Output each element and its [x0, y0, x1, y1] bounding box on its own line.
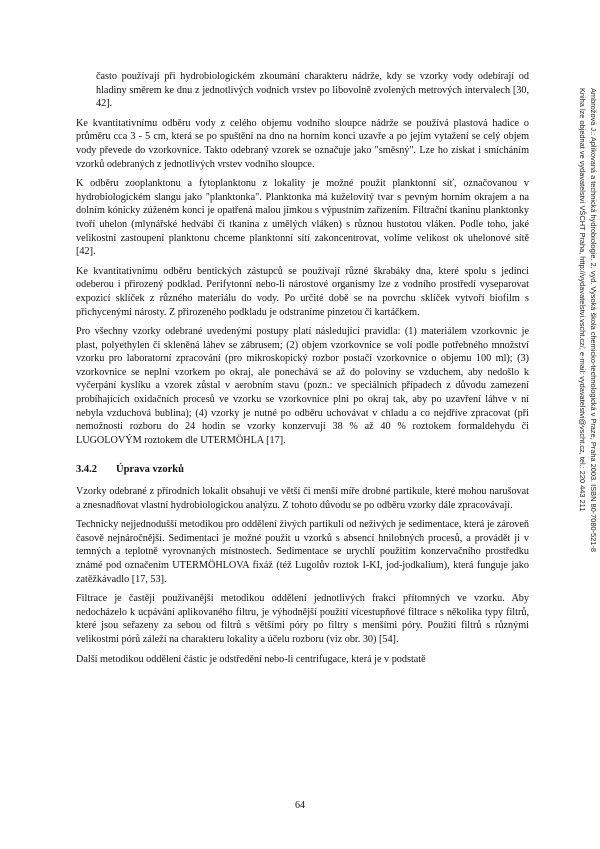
paragraph-4: Ke kvantitativnímu odběru bentických zástupců se používají různé škrabáky dna, které spolu s jedinci odeberou i přirozený podklad. Perifytonní nebo-li nárostové organismy lze z vodního prostředí vyseparovat expozicí sklíček z různého materiálu do vody. Po určité době se na povrchu sklíček vytvoří biofilm s přichycenými nárosty. Z přirozeného podkladu je odstraníme pinzetou či kartáčkem.: [76, 265, 529, 318]
paragraph-2: Ke kvantitativnímu odběru vody z celého objemu vodního sloupce nádrže se používá plastová hadice o průměru cca 3 - 5 cm, která se po spuštění na dno na horním konci uzavře a po jejím vytažení se celý objem vody převede do vzorkovnice. Takto odebraný vzorek se označuje jako "směsný". Lze ho získat i smícháním vzorků odebraných z jednotlivých vrstev vodního sloupce.: [76, 117, 529, 170]
section-number: 3.4.2: [76, 464, 97, 476]
paragraph-1: často používají při hydrobiologickém zkoumání charakteru nádrže, kdy se vzorky vody odebírají od hladiny směrem ke dnu z jednotlivých vodních vrstev po libovolně zvolených metrových intervalech [30, 42].: [96, 71, 529, 110]
paragraph-7: Technicky nejjednodušší metodikou pro oddělení živých partikulí od neživých je sedimentace, která je zároveň časově nejnáročnější. Sedimentaci je možné použít u vzorků s absencí hnilobných procesů, a provádět ji v temných a teplotně vyrovnaných místnostech. Sedimentace se urychlí použitím konzervačního prostředku známé pod označením UTERMÖHLOVA fixáž (též Lugolův roztok I-KI, jod-jodkalium), která funguje jako zatěžkávadlo [17, 53].: [76, 519, 529, 585]
main-text: [76, 70, 529, 672]
paragraph-6: Vzorky odebrané z přírodních lokalit obsahují ve větší či menší míře drobné partikule, které mohou narušovat a znesnadňovat vlastní hydrobiologickou analýzu. Z tohoto důvodu se po odběru vzorky dále zpracovávají.: [76, 486, 529, 511]
section-title: Úprava vzorků: [116, 464, 184, 476]
paragraph-9: Další metodikou oddělení částic je odstředění nebo-li centrifugace, která je v podstatě: [76, 653, 426, 665]
citation-line-1: Ambrožová J.: Aplikovaná a technická hydrobiologie. 2. vyd. Vysoká škola chemicko-technologická v Praze, Praha 2003. ISBN 80-7080-521-8: [589, 88, 598, 552]
paragraph-8: Filtrace je častěji používanější metodikou oddělení jednotlivých frakcí přítomných ve vzorku. Aby nedocházelo k ucpávání aplikovaného filtru, je výhodnější použití vícestupňové filtrace s několika typy filtrů, které jsou seřazeny za sebou od filtrů s většími póry po filtry s menšími póry. Použití filtrů s různými velikostmi pórů záleží na charakteru lokality a účelu rozboru (viz obr. 30) [54].: [76, 593, 529, 645]
page-number: 64: [295, 800, 305, 811]
paragraph-3: K odběru zooplanktonu a fytoplanktonu z lokality je možné použít planktonní síť, označovanou v hydrobiologickém slangu jako "planktonka". Planktonka má kuželovitý tvar s pevným horním okrajem a na dolním kónicky zúženém konci je opatřená malou jímkou s výpustním zařízením. Filtrační tkaninu planktonky tvoří uhelon (mlynářské hedvábí či tkanina z umělých vláken) s různou hustotou vláken. Podle toho, jaké velikostní zastoupení planktonu chceme planktonní sítí zakoncentrovat, volíme velikost ok uhelonové sítě [42].: [76, 178, 529, 258]
citation-sidebar: [576, 88, 598, 552]
citation-line-2: Kniha lze objednat ve vydavatelství VŠCHT Praha, http://vydavatelstvi.vscht.cz/, e-mail: vydavatelstvi@vscht.cz, tel.: 220 443 211: [578, 88, 587, 512]
paragraph-5: Pro všechny vzorky odebrané uvedenými postupy platí následující pravidla: (1) materiálem vzorkovnic je plast, polyethylen či skleněná láhev se zábrusem; (2) objem vzorkovnice se volí podle potřebného množství vzorku pro laboratorní zpracování (pro mikroskopický rozbor postačí vzorkovnice o objemu 100 ml); (3) vzorkovnice se neplní vzorkem po okraj, ale ponechává se až do poloviny se vzduchem, aby nedošlo k vyčerpání kyslíku a vzorek zůstal v aerobním stavu (pozn.: ve speciálních případech z důvodu zamezení probíhajících oxidačních procesů ve vzorku se vzorkovnice plní po okraj tak, aby po uzavření láhve v ní nebyla vzduchová bublina); (4) vzorky je nutné po odběru uchovávat v chladu a co nejdříve zpracovat (při nemožnosti rozboru do 24 hodin se vzorky konzervují 38 % až 40 % roztokem formaldehydu či LUGOLOVÝM roztokem dle UTERMÖHLA [17].: [76, 326, 529, 446]
section-heading: [76, 463, 529, 477]
